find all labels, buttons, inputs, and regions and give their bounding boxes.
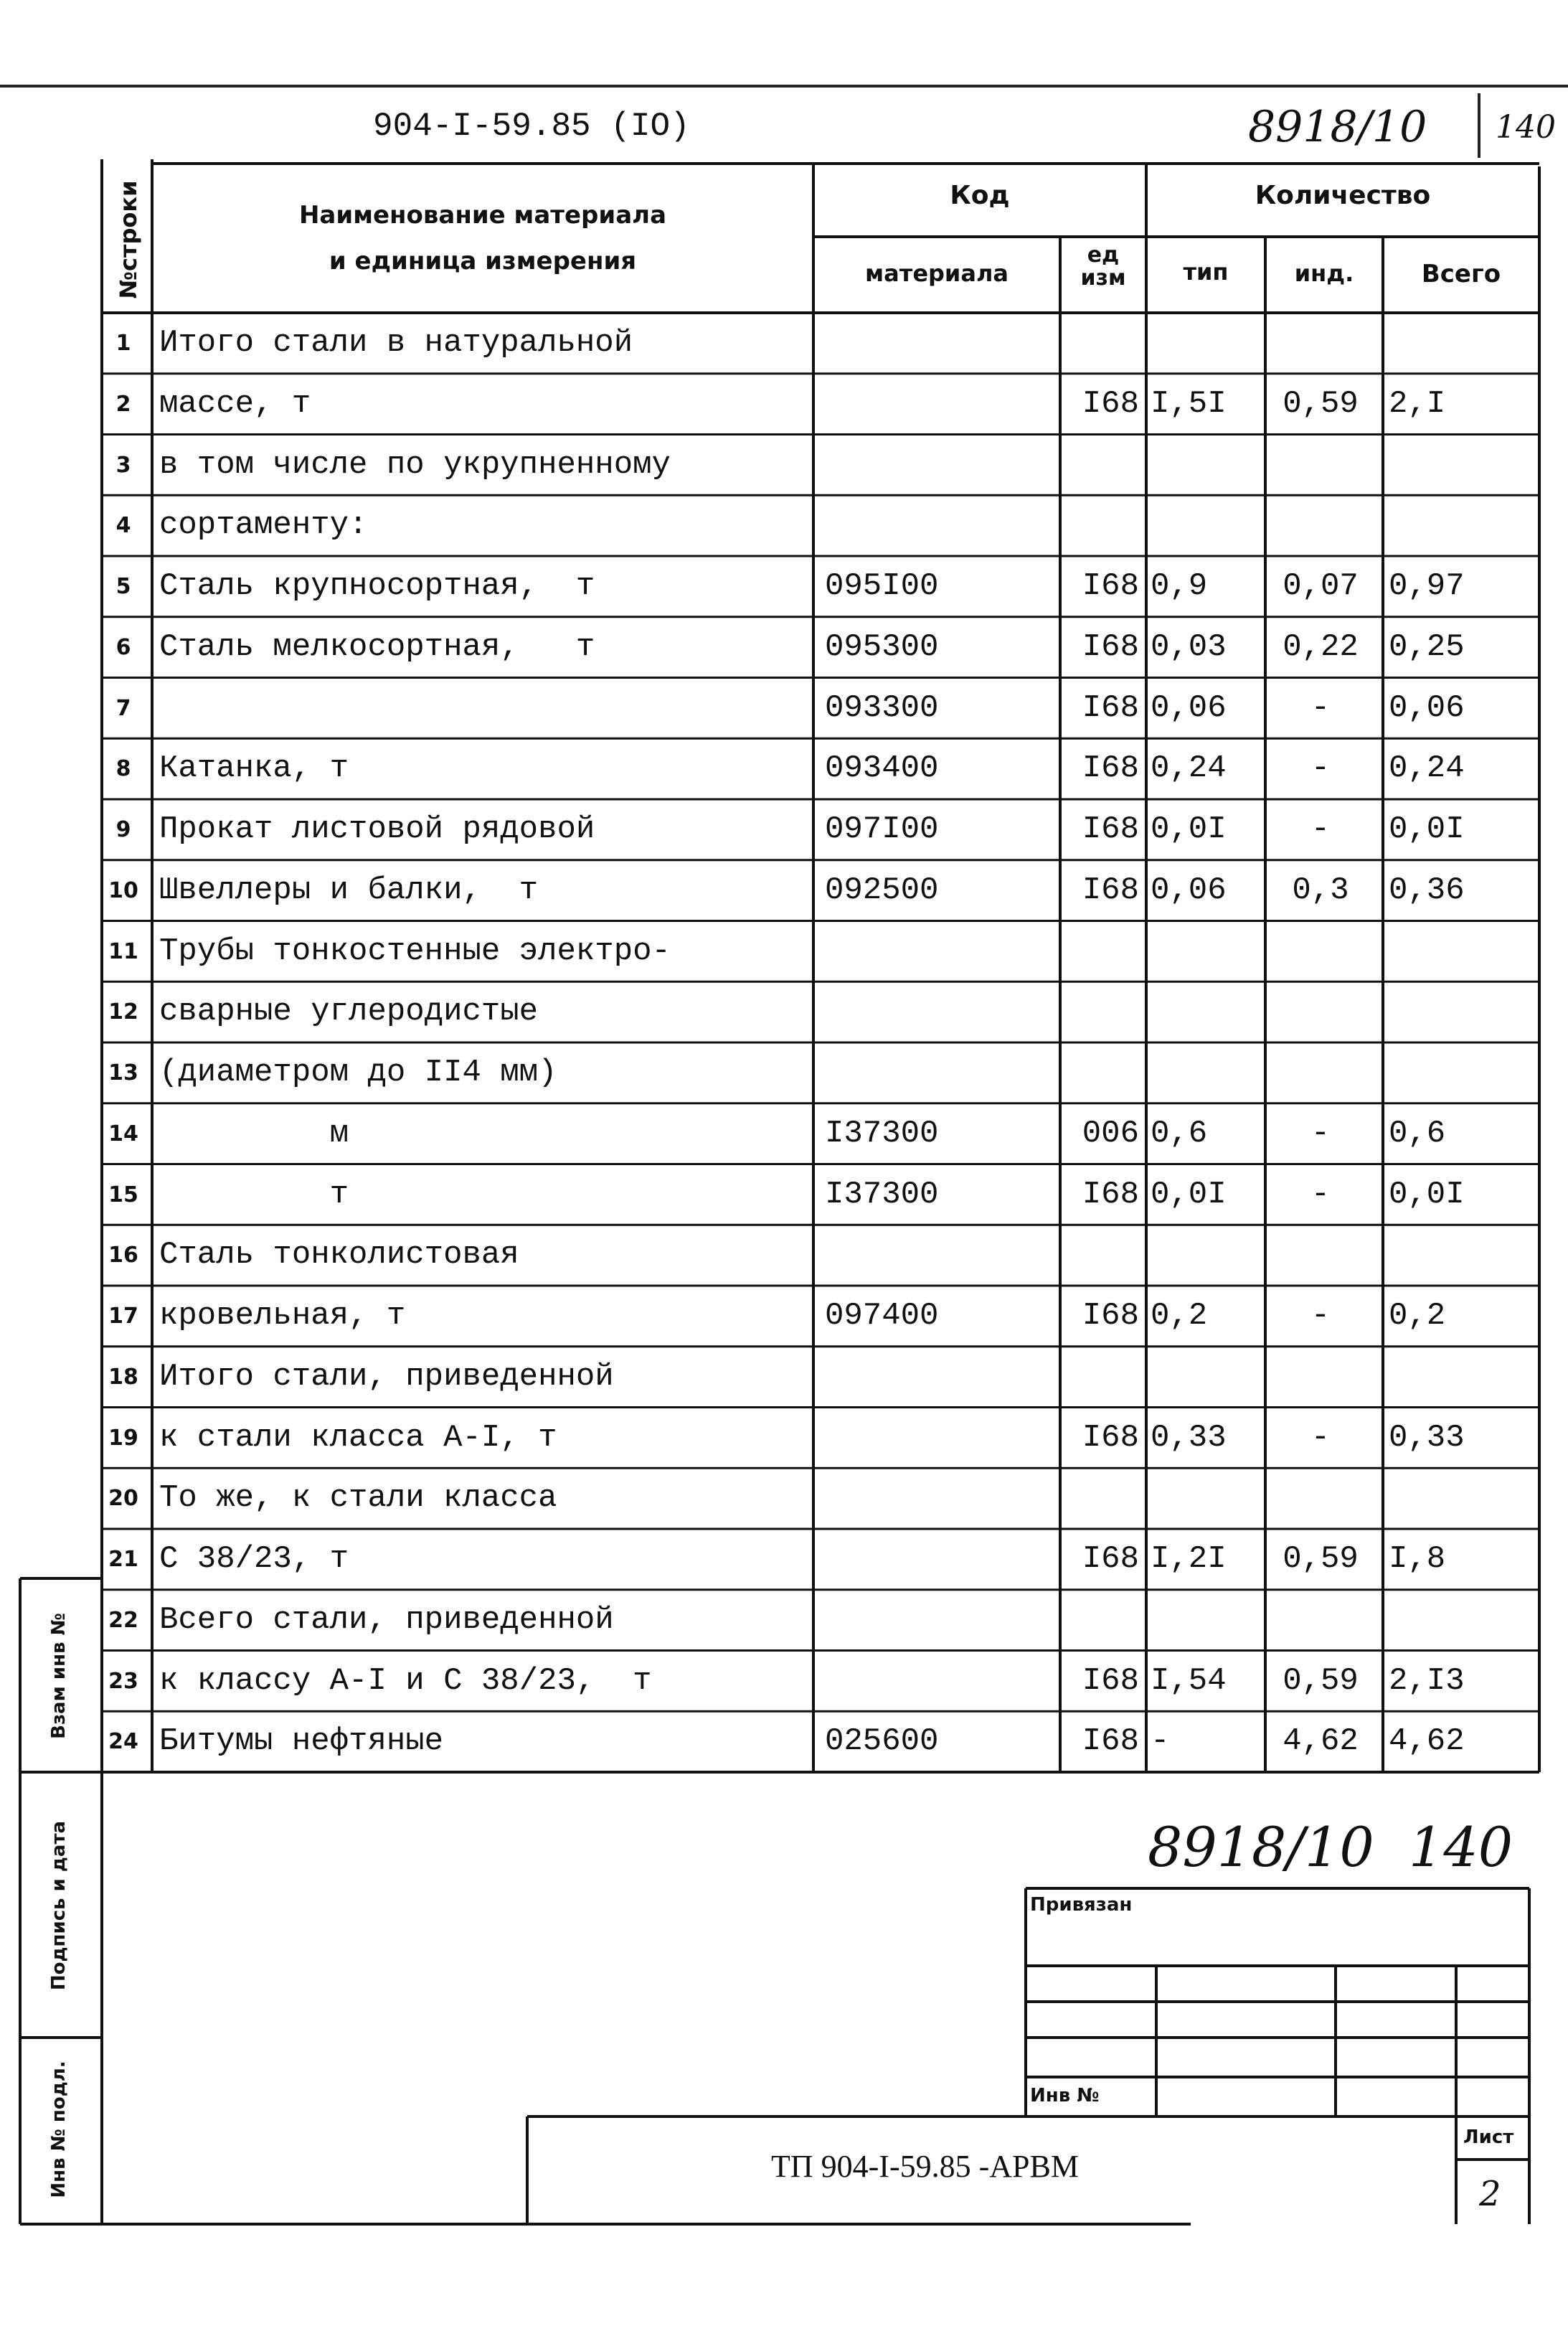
cell-code: 097400	[825, 1298, 939, 1334]
cell-unit: I68	[1082, 568, 1139, 605]
cell-ind: -	[1310, 1176, 1331, 1212]
cell-typ: 0,0I	[1151, 811, 1227, 848]
cell-name: (диаметром до II4 мм)	[159, 1055, 557, 1091]
cell-unit: I68	[1082, 1662, 1139, 1699]
sheet-mark: 140	[1496, 109, 1556, 146]
cell-n: 15	[108, 1182, 138, 1207]
cell-n: 12	[108, 999, 138, 1025]
document-title: ТП 904-I-59.85 -АРВМ	[771, 2149, 1079, 2184]
cell-ind: -	[1310, 811, 1331, 848]
cell-unit: I68	[1082, 1541, 1139, 1578]
cell-name: Катанка, т	[159, 750, 349, 787]
cell-typ: I,54	[1151, 1662, 1227, 1699]
cell-ind: -	[1310, 1419, 1331, 1456]
cell-ind: -	[1310, 689, 1331, 726]
cell-name: Сталь мелкосортная, т	[159, 628, 595, 665]
cell-n: 21	[108, 1547, 138, 1573]
cell-ind: 4,62	[1283, 1723, 1359, 1760]
cell-total: 2,I3	[1389, 1662, 1465, 1699]
cell-typ: I,2I	[1151, 1541, 1227, 1578]
cell-ind: 0,59	[1283, 385, 1359, 422]
cell-unit: I68	[1082, 1419, 1139, 1456]
cell-unit: I68	[1082, 628, 1139, 665]
cell-ind: 0,59	[1283, 1662, 1359, 1699]
cell-unit: 006	[1082, 1115, 1139, 1152]
cell-code: 095300	[825, 628, 939, 665]
cell-total: 0,0I	[1389, 811, 1465, 848]
handwritten-registration: 8918/10 140	[1148, 1815, 1513, 1879]
cell-n: 19	[108, 1425, 138, 1451]
cell-typ: 0,0I	[1151, 1176, 1227, 1212]
cell-total: 0,0I	[1389, 1176, 1465, 1212]
cell-code: 093300	[825, 689, 939, 726]
quantity-header: Количество	[1255, 181, 1431, 210]
cell-n: 9	[115, 817, 131, 843]
qty-total-header: Всего	[1421, 260, 1501, 288]
cell-n: 17	[108, 1304, 138, 1329]
name-header-line2: и единица измерения	[329, 247, 637, 276]
cell-code: 097I00	[825, 811, 939, 848]
cell-name: к стали класса A-I, т	[159, 1419, 557, 1456]
cell-n: 11	[108, 938, 138, 964]
cell-unit: I68	[1082, 1298, 1139, 1334]
cell-name: Трубы тонкостенные электро-	[159, 933, 671, 969]
registration-number: 8918/10	[1248, 102, 1427, 152]
cell-code: I37300	[825, 1115, 939, 1152]
sign-date-label: Подпись и дата	[48, 1820, 70, 1991]
cell-name: массе, т	[159, 385, 311, 422]
code-material-header: материала	[865, 260, 1009, 287]
cell-total: 0,36	[1389, 872, 1465, 908]
cell-n: 10	[108, 877, 138, 903]
cell-ind: -	[1310, 1298, 1331, 1334]
cell-code: 092500	[825, 872, 939, 908]
cell-n: 1	[115, 331, 131, 357]
cell-ind: 0,59	[1283, 1541, 1359, 1578]
unit-header: ед изм	[1080, 242, 1126, 291]
cell-total: 4,62	[1389, 1723, 1465, 1760]
cell-ind: -	[1310, 1115, 1331, 1152]
cell-name: Прокат листовой рядовой	[159, 811, 595, 848]
cell-total: 0,6	[1389, 1115, 1446, 1152]
inv-no-label: Инв №	[1030, 2085, 1100, 2106]
cell-total: I,8	[1389, 1541, 1446, 1578]
cell-n: 20	[108, 1486, 138, 1512]
cell-total: 0,33	[1389, 1419, 1465, 1456]
cell-code: 095I00	[825, 568, 939, 605]
cell-name: Всего стали, приведенной	[159, 1601, 614, 1638]
cell-unit: I68	[1082, 872, 1139, 908]
cell-name: в том числе по укрупненному	[159, 446, 671, 483]
cell-unit: I68	[1082, 385, 1139, 422]
cell-n: 18	[108, 1364, 138, 1390]
cell-ind: 0,3	[1292, 872, 1349, 908]
cell-n: 23	[108, 1668, 138, 1694]
cell-n: 6	[115, 634, 131, 660]
cell-typ: 0,2	[1151, 1298, 1208, 1334]
cell-name: Сталь крупносортная, т	[159, 568, 595, 605]
attached-label: Привязан	[1030, 1894, 1133, 1916]
cell-n: 22	[108, 1607, 138, 1633]
cell-n: 24	[108, 1729, 138, 1755]
cell-code: 093400	[825, 750, 939, 787]
cell-n: 4	[115, 513, 131, 539]
cell-name: кровельная, т	[159, 1298, 406, 1334]
cell-name: т	[159, 1176, 349, 1212]
cell-unit: I68	[1082, 811, 1139, 848]
cell-total: 0,97	[1389, 568, 1465, 605]
cell-typ: 0,06	[1151, 689, 1227, 726]
cell-ind: -	[1310, 750, 1331, 787]
cell-total: 2,I	[1389, 385, 1446, 422]
cell-code: 025600	[825, 1723, 939, 1760]
cell-typ: 0,06	[1151, 872, 1227, 908]
qty-type-header: тип	[1183, 258, 1229, 286]
inv-no-original-label: Инв № подл.	[48, 2061, 70, 2198]
cell-typ: 0,6	[1151, 1115, 1208, 1152]
cell-name: м	[159, 1115, 349, 1152]
cell-name: сортаменту:	[159, 507, 368, 544]
cell-name: Сталь тонколистовая	[159, 1237, 519, 1273]
qty-ind-header: инд.	[1294, 260, 1354, 287]
cell-total: 0,2	[1389, 1298, 1446, 1334]
cell-total: 0,24	[1389, 750, 1465, 787]
cell-name: Швеллеры и балки, т	[159, 872, 539, 908]
cell-ind: 0,22	[1283, 628, 1359, 665]
cell-n: 2	[115, 391, 131, 417]
cell-n: 5	[115, 574, 131, 600]
name-header-line1: Наименование материала	[298, 201, 667, 230]
cell-name: То же, к стали класса	[159, 1480, 557, 1517]
document-code: 904-I-59.85 (IO)	[373, 108, 690, 145]
cell-total: 0,06	[1389, 689, 1465, 726]
cell-n: 13	[108, 1060, 138, 1086]
cell-typ: 0,03	[1151, 628, 1227, 665]
cell-typ: -	[1151, 1723, 1170, 1760]
cell-unit: I68	[1082, 1176, 1139, 1212]
cell-n: 16	[108, 1243, 138, 1268]
cell-ind: 0,07	[1283, 568, 1359, 605]
cell-n: 14	[108, 1121, 138, 1146]
cell-name: Битумы нефтяные	[159, 1723, 444, 1760]
cell-code: I37300	[825, 1176, 939, 1212]
sheet-label: Лист	[1463, 2127, 1514, 2148]
sheet-number: 2	[1479, 2174, 1501, 2214]
row-number-header: №строки	[115, 180, 142, 299]
cell-name: С 38/23, т	[159, 1541, 349, 1578]
cell-typ: 0,24	[1151, 750, 1227, 787]
code-header: Код	[950, 181, 1010, 210]
cell-unit: I68	[1082, 1723, 1139, 1760]
cell-name: Итого стали, приведенной	[159, 1358, 614, 1395]
cell-unit: I68	[1082, 689, 1139, 726]
cell-unit: I68	[1082, 750, 1139, 787]
cell-n: 7	[115, 695, 131, 721]
cell-typ: 0,9	[1151, 568, 1208, 605]
cell-name: Итого стали в натуральной	[159, 325, 633, 362]
cell-n: 8	[115, 756, 131, 782]
cell-name: к классу A-I и С 38/23, т	[159, 1662, 652, 1699]
cell-total: 0,25	[1389, 628, 1465, 665]
cell-name: сварные углеродистые	[159, 994, 539, 1030]
cell-typ: 0,33	[1151, 1419, 1227, 1456]
replaced-inv-label: Взам инв №	[48, 1613, 70, 1739]
cell-n: 3	[115, 452, 131, 478]
cell-typ: I,5I	[1151, 385, 1227, 422]
